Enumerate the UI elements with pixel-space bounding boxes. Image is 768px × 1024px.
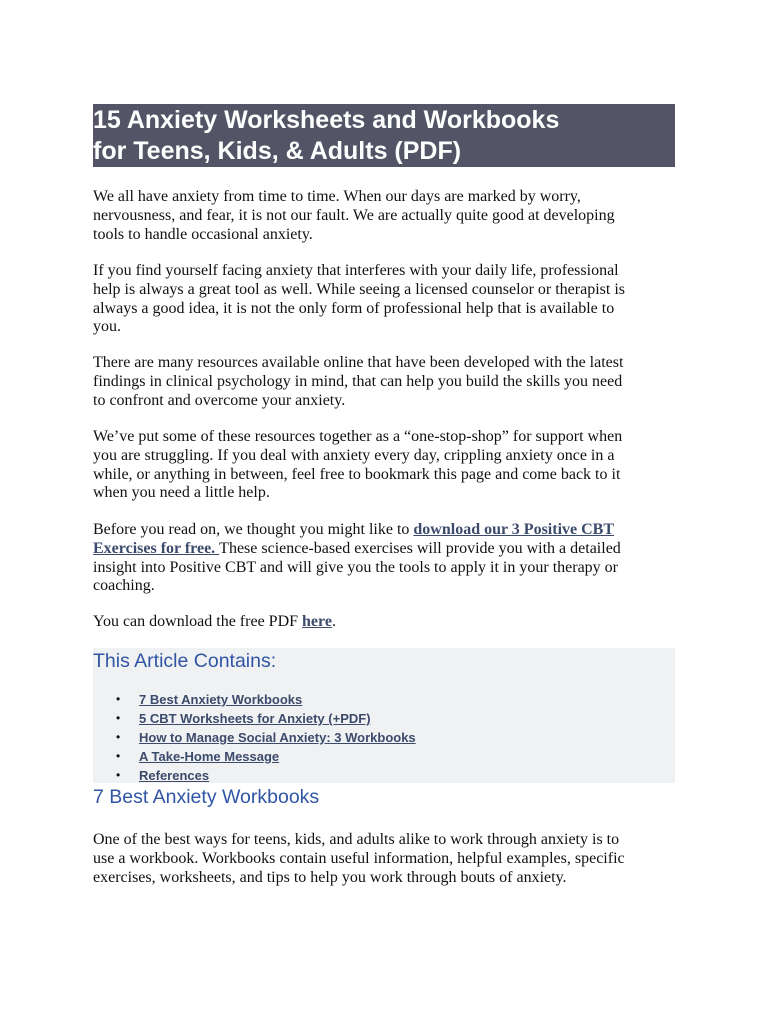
text-line: nervousness, and fear, it is not our fault. We are actually quite good at developing (93, 206, 615, 224)
intro-paragraph-2 (93, 262, 683, 337)
text-line: insight into Positive CBT and will give you the tools to apply it in your therapy or (93, 558, 619, 576)
text-line: help is always a great tool as well. While seeing a licensed counselor or therapist is (93, 280, 625, 298)
toc-link-workbooks[interactable]: 7 Best Anxiety Workbooks (139, 692, 303, 707)
download-cbt-link-continued[interactable]: Exercises for free. (93, 539, 220, 557)
intro-paragraph-3 (93, 354, 683, 410)
bullet-icon: • (116, 768, 121, 782)
text-line (93, 521, 683, 540)
bullet-icon: • (116, 730, 121, 744)
toc-link-take-home[interactable]: A Take-Home Message (139, 749, 280, 764)
download-pdf-paragraph (93, 613, 683, 632)
title-line-2: for Teens, Kids, & Adults (PDF) (93, 136, 462, 165)
text-line: tools to handle occasional anxiety. (93, 225, 313, 243)
text-line: exercises, worksheets, and tips to help you work through bouts of anxiety. (93, 868, 567, 886)
text-line: you. (93, 318, 121, 336)
text-line: always a good idea, it is not the only form of professional help that is available to (93, 299, 615, 317)
text-line: We all have anxiety from time to time. When our days are marked by worry, (93, 188, 581, 205)
text-line: If you find yourself facing anxiety that interferes with your daily life, professional (93, 262, 619, 279)
offer-lead-text: Before you read on, we thought you might like to (93, 521, 414, 538)
workbooks-paragraph (93, 831, 683, 887)
download-lead-text: You can download the free PDF (93, 613, 303, 630)
text-line: you are struggling. If you deal with anxiety every day, crippling anxiety once in a (93, 446, 615, 464)
cbt-offer-paragraph (93, 521, 683, 596)
text-line (93, 540, 683, 559)
download-tail-text: . (331, 613, 336, 630)
text-line: We’ve put some of these resources together as a “one-stop-shop” for support when (93, 428, 623, 445)
toc-link-cbt-worksheets[interactable]: 5 CBT Worksheets for Anxiety (+PDF) (139, 711, 371, 726)
intro-paragraph-1 (93, 188, 683, 244)
contents-heading: This Article Contains: (93, 650, 277, 672)
bullet-icon: • (116, 711, 121, 725)
bullet-icon: • (116, 692, 121, 706)
text-line: to confront and overcome your anxiety. (93, 391, 346, 409)
page-title (93, 104, 675, 167)
text-line (93, 613, 683, 632)
offer-rest-text: These science-based exercises will provide you with a detailed (219, 539, 621, 557)
table-of-contents (93, 648, 675, 783)
bullet-icon: • (116, 749, 121, 763)
title-line-1: 15 Anxiety Worksheets and Workbooks (93, 105, 560, 134)
text-line: coaching. (93, 577, 155, 595)
toc-link-social-anxiety[interactable]: How to Manage Social Anxiety: 3 Workbooks (139, 730, 416, 745)
section-heading-workbooks: 7 Best Anxiety Workbooks (93, 786, 320, 808)
text-line: findings in clinical psychology in mind, that can help you build the skills you need (93, 372, 623, 390)
download-cbt-link[interactable]: download our 3 Positive CBT (413, 521, 615, 538)
text-line: There are many resources available online that have been developed with the latest (93, 354, 624, 371)
here-link[interactable]: here (302, 613, 332, 630)
text-line: One of the best ways for teens, kids, and adults alike to work through anxiety is to (93, 831, 620, 848)
text-line: when you need a little help. (93, 484, 270, 502)
text-line: use a workbook. Workbooks contain useful information, helpful examples, specific (93, 849, 625, 867)
text-line: while, or anything in between, feel free to bookmark this page and come back to it (93, 465, 621, 483)
toc-link-references[interactable]: References (139, 768, 210, 783)
intro-paragraph-4 (93, 428, 683, 503)
